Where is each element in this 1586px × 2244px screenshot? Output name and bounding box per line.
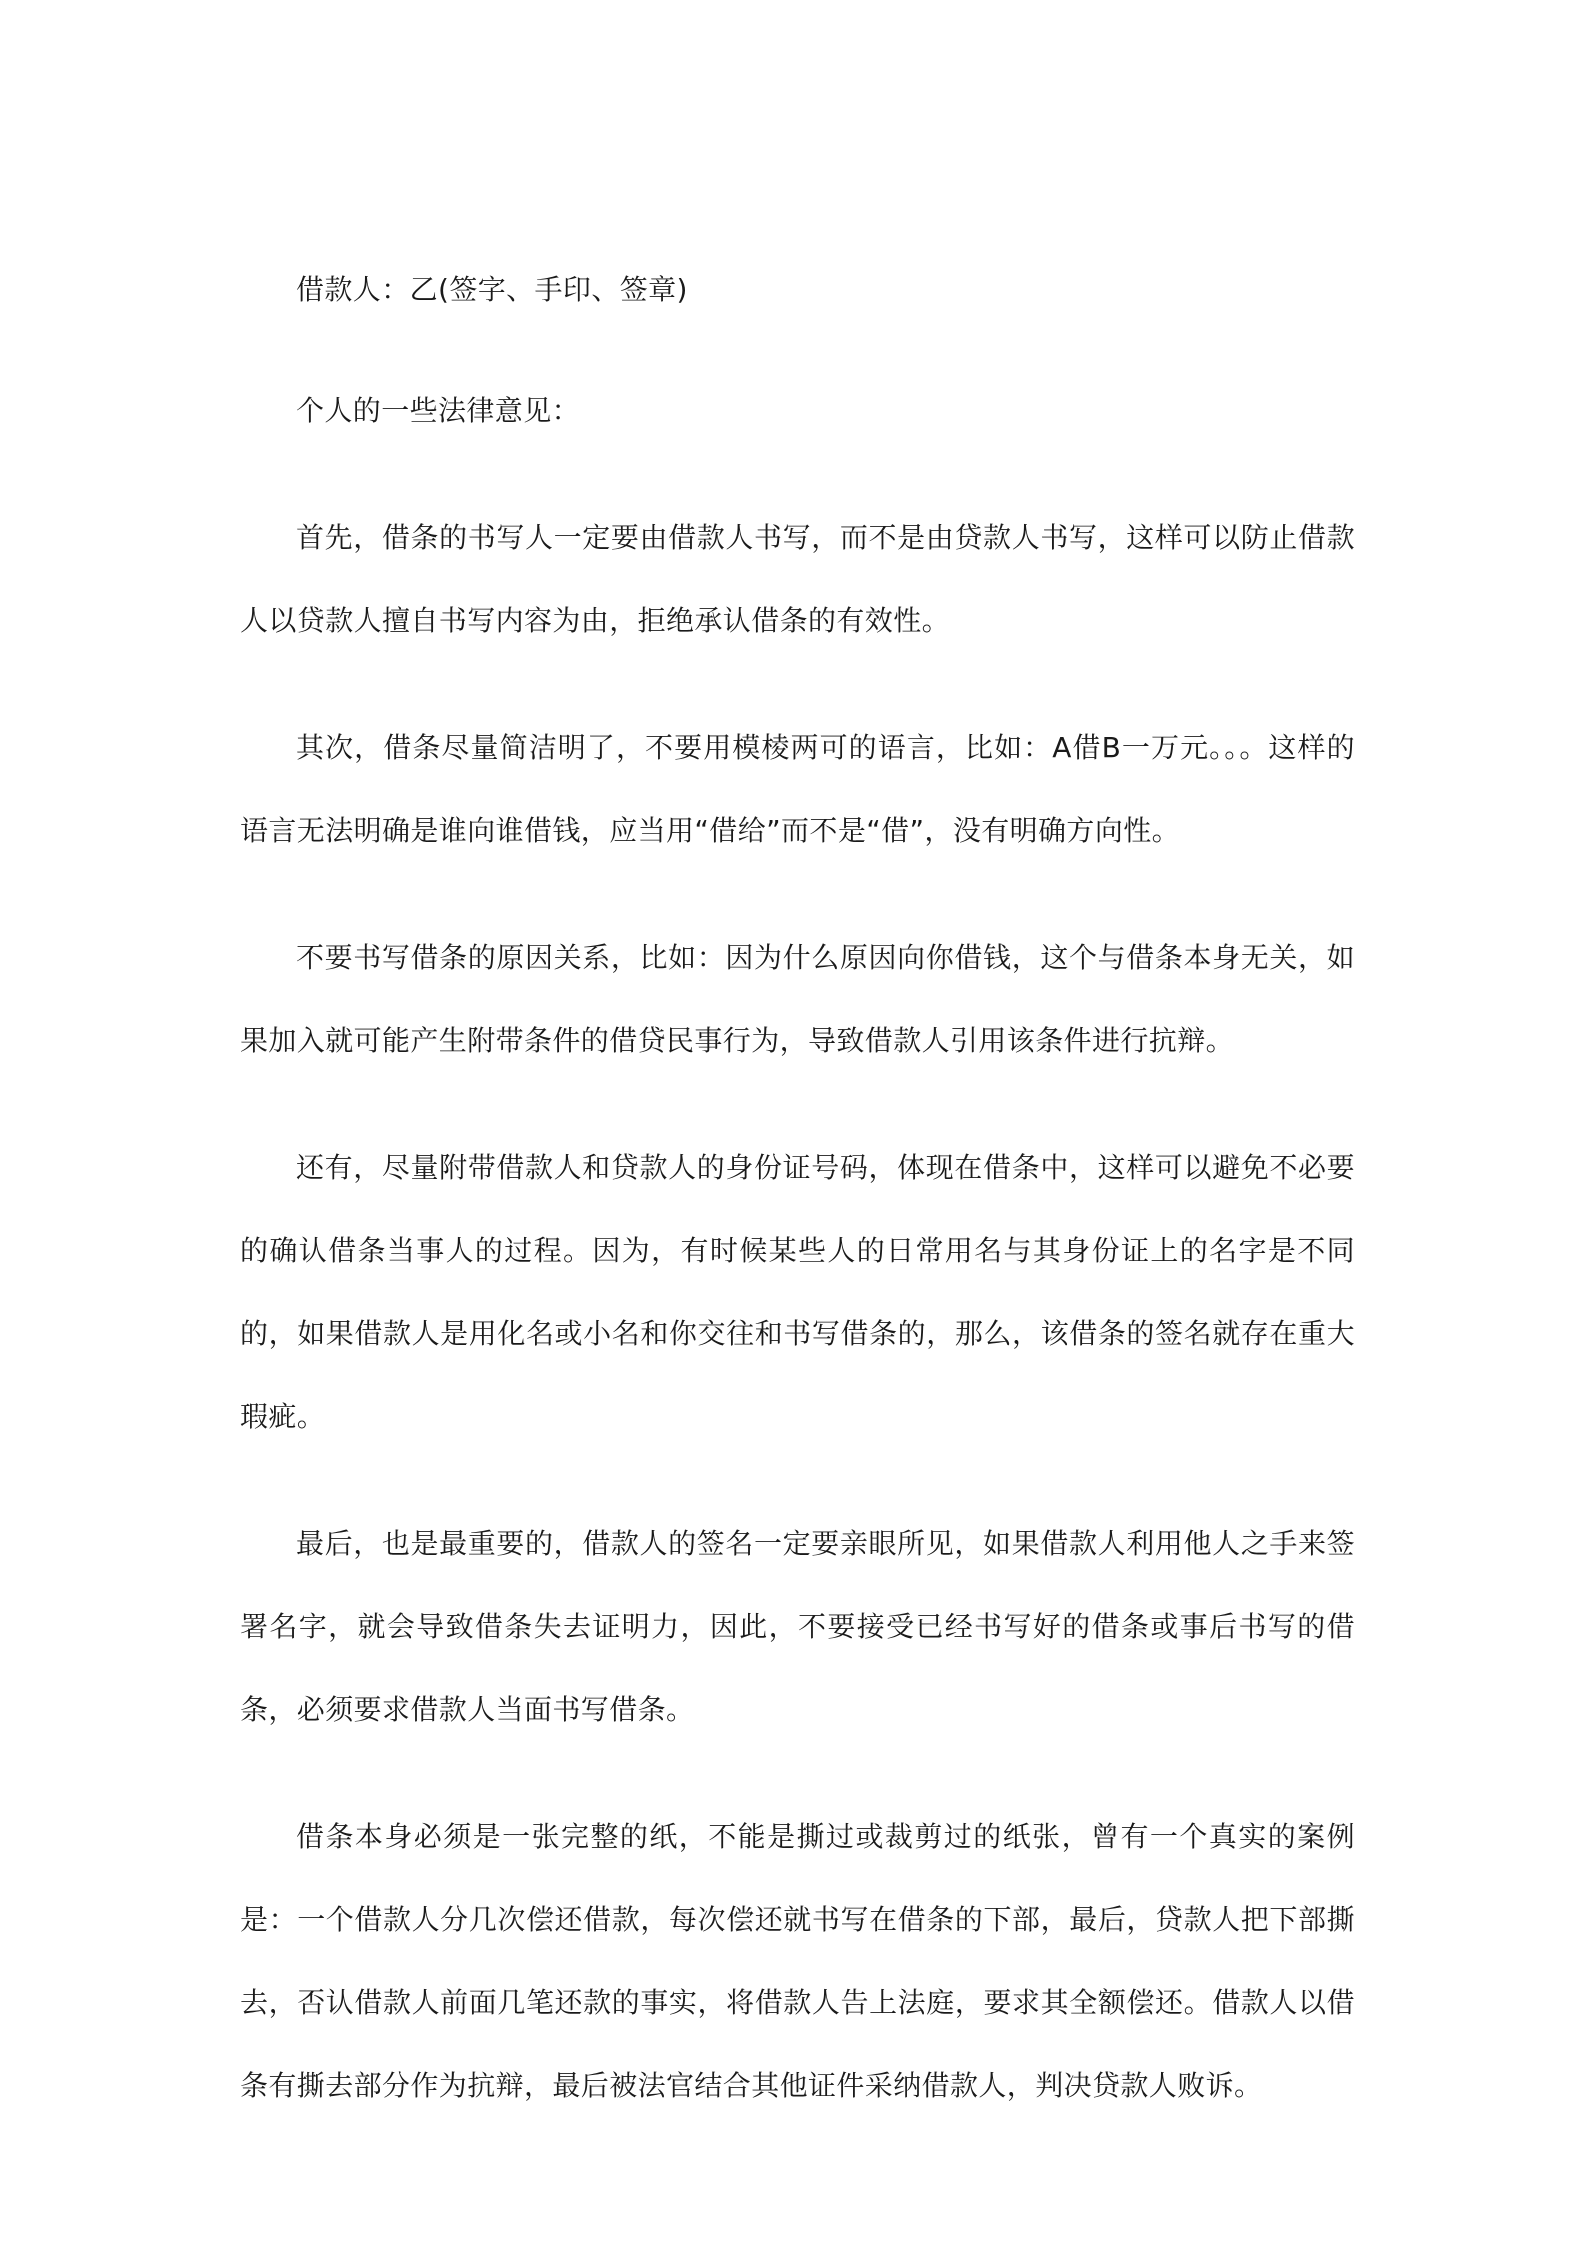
paragraph-writer-of-iou: 首先，借条的书写人一定要由借款人书写，而不是由贷款人书写，这样可以防止借款人以贷款人擅自书写内容为由，拒绝承认借条的有效性。 (240, 521, 1355, 637)
paragraph-no-reason: 不要书写借条的原因关系，比如：因为什么原因向你借钱，这个与借条本身无关，如果加入就可能产生附带条件的借贷民事行为，导致借款人引用该条件进行抗辩。 (240, 941, 1355, 1057)
document-body (240, 248, 1355, 2127)
borrower-signature-line: 借款人：乙(签字、手印、签章) (296, 273, 688, 306)
paragraph-complete-paper: 借条本身必须是一张完整的纸，不能是撕过或裁剪过的纸张，曾有一个真实的案例是：一个借款人分几次偿还借款，每次偿还就书写在借条的下部，最后，贷款人把下部撕去，否认借款人前面几笔还款的事实，将借款人告上法庭，要求其全额偿还。借款人以借条有撕去部分作为抗辩，最后被法官结合其他证件采纳借款人，判决贷款人败诉。 (240, 1820, 1355, 2102)
paragraph-id-numbers: 还有，尽量附带借款人和贷款人的身份证号码，体现在借条中，这样可以避免不必要的确认借条当事人的过程。因为，有时候某些人的日常用名与其身份证上的名字是不同的，如果借款人是用化名或小名和你交往和书写借条的，那么，该借条的签名就存在重大瑕疵。 (240, 1151, 1355, 1433)
section-heading: 个人的一些法律意见： (296, 394, 581, 427)
paragraph-clear-wording: 其次，借条尽量简洁明了，不要用模棱两可的语言，比如：A借B一万元。。。这样的语言无法明确是谁向谁借钱，应当用“借给”而不是“借”，没有明确方向性。 (240, 731, 1355, 847)
paragraph-witness-signature: 最后，也是最重要的，借款人的签名一定要亲眼所见，如果借款人利用他人之手来签署名字，就会导致借条失去证明力，因此，不要接受已经书写好的借条或事后书写的借条，必须要求借款人当面书写借条。 (240, 1527, 1355, 1726)
